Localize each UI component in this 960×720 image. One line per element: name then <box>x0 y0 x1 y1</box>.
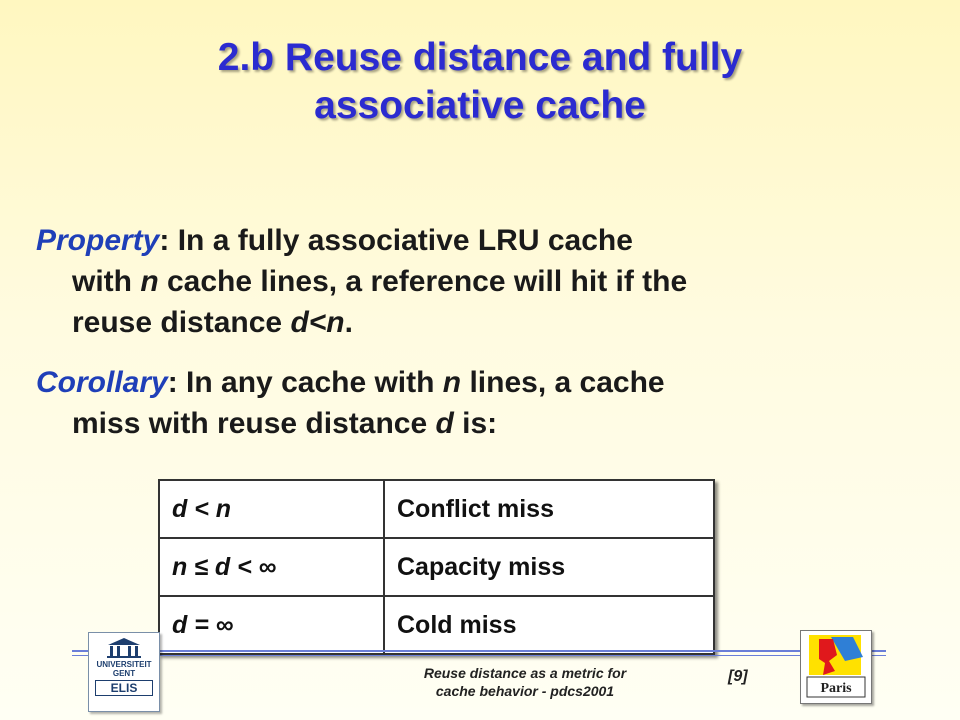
corollary-line-2 <box>36 403 916 444</box>
logo-university: UNIVERSITEIT <box>96 660 152 669</box>
corollary-d: d <box>435 407 454 440</box>
page-number: [9] <box>728 668 748 685</box>
miss-classification-table <box>158 479 715 655</box>
property-label: Property <box>36 224 160 257</box>
paris-logo <box>800 630 872 704</box>
property-text-c2: . <box>344 306 353 339</box>
corollary-text-b2: is: <box>453 407 498 440</box>
logo-gent: GENT <box>112 669 136 678</box>
footer-rule-thin <box>72 655 886 656</box>
footer-caption: Reuse distance as a metric for cache behavior - pdcs2001 <box>423 665 627 699</box>
title-line-1: 2.b Reuse distance and fully <box>217 36 743 79</box>
title-line-2: associative cache <box>314 84 646 127</box>
property-condition: d<n <box>290 306 345 339</box>
corollary-paragraph <box>36 362 916 444</box>
property-text-b2: cache lines, a reference will hit if the <box>158 265 688 298</box>
slide-title <box>0 34 960 130</box>
property-text-c1: reuse distance <box>72 306 291 339</box>
university-building-icon <box>104 637 144 659</box>
corollary-n: n <box>442 366 462 399</box>
footer-rule <box>72 650 886 652</box>
property-text-a: : In a fully associative LRU cache <box>159 224 633 257</box>
corollary-text-a2: lines, a cache <box>461 366 665 399</box>
condition-cell: n ≤ d < ∞ <box>159 538 384 596</box>
miss-type-cell: Capacity miss <box>384 538 714 596</box>
paris-logo-text: Paris <box>820 681 852 696</box>
miss-type-cell: Cold miss <box>384 596 714 654</box>
table-row <box>159 596 714 654</box>
condition-cell: d < n <box>159 480 384 538</box>
paris-logo-icon <box>801 631 871 703</box>
miss-type-cell: Conflict miss <box>384 480 714 538</box>
table-row <box>159 480 714 538</box>
corollary-text-b1: miss with reuse distance <box>72 407 436 440</box>
logo-elis: ELIS <box>95 680 153 696</box>
condition-cell: d = ∞ <box>159 596 384 654</box>
ugent-logo <box>88 632 160 712</box>
property-line-2 <box>36 261 916 302</box>
corollary-label: Corollary <box>36 366 168 399</box>
property-paragraph <box>36 220 916 343</box>
table-row <box>159 538 714 596</box>
property-line-3 <box>36 302 916 343</box>
property-n: n <box>140 265 159 298</box>
property-text-b1: with <box>72 265 141 298</box>
corollary-text-a1: : In any cache with <box>167 366 443 399</box>
